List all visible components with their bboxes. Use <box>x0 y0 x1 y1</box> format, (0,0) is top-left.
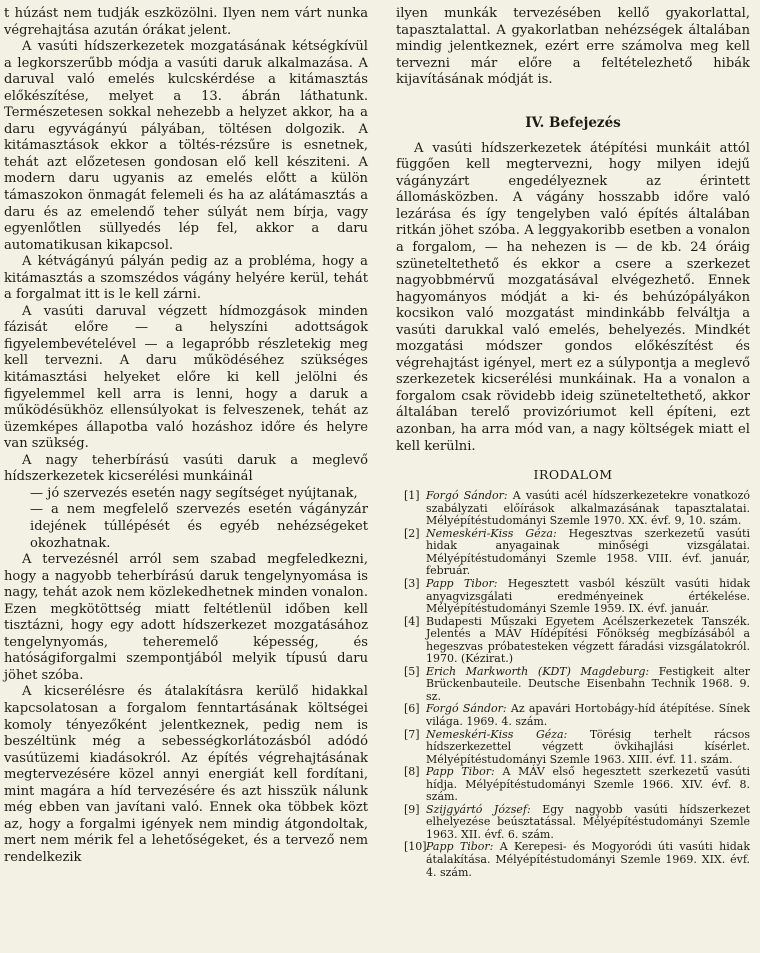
reference-text: A MÁV első hegesztett szerkezetű vasúti hídja. Mélyépítéstudományi Szemle 1966. XIV. évf. 8. szám. <box>426 765 750 804</box>
reference-item <box>396 703 750 728</box>
reference-author: Nemeskéri-Kiss Géza: <box>426 526 557 540</box>
right-column <box>396 6 750 879</box>
right-intro-paragraph: ilyen munkák tervezésében kellő gyakorlattal, tapasztalattal. A gyakorlatban nehézségek általában mindig jelentkeznek, ezért erre számolva meg kell tervezni már előre a feltételezhető hibák kijavításának módját is. <box>396 6 750 88</box>
reference-item <box>396 766 750 804</box>
conclusion-body <box>396 141 750 455</box>
section-heading: IV. Befejezés <box>525 114 621 131</box>
reference-text: Budapesti Műszaki Egyetem Acélszerkezetek Tanszék. Jelentés a MÁV Hídépítési Főnökség megbízásából a hegeszvas próbatesteken végzett fáradási vizsgálatokról. 1970. (Kézirat.) <box>426 614 750 666</box>
reference-item <box>396 616 750 666</box>
reference-item <box>396 578 750 616</box>
right-paragraph: A vasúti hídszerkezetek átépítési munkáit attól függően kell megtervezni, hogy milyen idejű vágányzárt engedélyeznek az érintett állomásközben. A vágány hosszabb időre való lezárása és így tengelyben való építés általában ritkán jöhet szóba. A leggyakoribb esetben a vonalon a forgalom, — ha nehezen is — de kb. 24 óráig szüneteltethető és ekkor a csere a szerkezet nagyobbmérvű mozgatásával elvégezhető. Ennek hagyományos módját a ki- és behúzópályákon kocsikon való mozgatást mindinkább felváltja a vasúti darukkal való emelés, behelyezés. Mindkét mozgatási módszer gondos előkészítést és végrehajtást igényel, mert ez a súlypontja a meglevő szerkezetek kicserélési munkáinak. Ha a vonalon a forgalom csak rövidebb ideig szüneteltethető, akkor általában terelő provizóriumot kell építeni, ezt azonban, ha arra mód van, a nagy költségek miatt el kell kerülni. <box>396 140 750 454</box>
reference-number: [3] <box>404 576 420 590</box>
reference-text: Egy nagyobb vasúti hídszerkezet elhelyezése beúsztatással. Mélyépítéstudományi Szemle 1963. XII. évf. 6. szám. <box>426 802 750 841</box>
reference-number: [9] <box>404 802 420 816</box>
left-paragraph: A vasúti daruval végzett hídmozgások minden fázisát előre — a helyszíni adottságok figyelembevételével — a legapróbb részletekig meg kell tervezni. A daru működéséhez szükséges kitámasztási helyeket előre ki kell jelölni és figyelemmel kell arra is lenni, hogy a daruk a működésükhöz ellensúlyokat is felveszenek, tehát az üzemképes állapotba való hozáshoz időre és helyre van szükség. <box>4 303 368 452</box>
left-paragraph: A kicserélésre és átalakításra kerülő hidakkal kapcsolatosan a forgalom fenntartásának költségei komoly tényezőként jelentkeznek, pedig nem is beszéltünk még a sebességkorlátozásból adódó vasútüzemi kiadásokról. Az építés végrehajtásának megtervezésére közel annyi energiát kell fordítani, mint magára a híd tervezésére és azt hisszük nálunk még ebben van javítani való. Ennek oka többek közt az, hogy a forgalmi igények nem mindig átgondoltak, mert nem mérik fel a lehetőségeket, és a tervező nem rendelkezik <box>4 684 368 865</box>
reference-number: [2] <box>404 526 420 540</box>
reference-author: Nemeskéri-Kiss Géza: <box>426 727 568 741</box>
reference-author: Forgó Sándor: <box>426 702 507 716</box>
left-column <box>0 6 368 866</box>
reference-item <box>396 841 750 879</box>
reference-text: A Kerepesi- és Mogyoródi úti vasúti hidak átalakítása. Mélyépítéstudományi Szemle 1969. XIX. évf. 4. szám. <box>426 840 750 879</box>
reference-text: Az apavári Hortobágy-híd átépítése. Sínek világa. 1969. 4. szám. <box>426 702 750 728</box>
reference-author: Papp Tibor: <box>426 765 495 779</box>
reference-author: Erich Markworth (KDT) Magdeburg: <box>426 664 650 678</box>
left-paragraph: t húzást nem tudják eszközölni. Ilyen nem várt nunka végrehajtása azután órákat jelent. <box>4 6 368 38</box>
reference-number: [10] <box>404 840 427 854</box>
reference-author: Forgó Sándor: <box>426 489 508 503</box>
reference-text: Festigkeit alter Brückenbauteile. Deutsche Eisenbahn Technik 1968. 9. sz. <box>426 664 750 703</box>
left-paragraph: A kétvágányú pályán pedig az a probléma, hogy a kitámasztás a szomszédos vágány helyére kerül, tehát a forgalmat itt is le kell zárni. <box>4 254 368 303</box>
reference-item <box>396 729 750 767</box>
reference-text: Hegesztett vasból készült vasúti hidak anyagvizsgálati eredményeinek értékelése. Mélyépítéstudományi Szemle 1959. IX. évf. január. <box>426 576 750 616</box>
reference-number: [6] <box>404 702 420 716</box>
reference-text: Törésig terhelt rácsos hídszerkezettel végzett övkihajlási kísérlet. Mélyépítéstudományi Szemle 1963. XIII. évf. 11. szám. <box>426 727 750 766</box>
reference-item <box>396 490 750 528</box>
left-paragraph: A vasúti hídszerkezetek mozgatásának kétségkívül a legkorszerűbb módja a vasúti daruk alkalmazása. A daruval való emelés kulcskérdése a kitámasztás előkészítése, melyet a 13. ábrán láthatunk. Természetesen sokkal nehezebb a helyzet akkor, ha a daru egyvágányú pályában, töltésen dolgozik. A kitámasztások ekkor a töltés-rézsűre is esnetnek, tehát azt előzetesen gondosan elő kell késziteni. A modern daru ugyanis az emelés előtt a külön támaszokon önmagát felemeli és ha az alátámasztás a daru és az emelendő teher súlyát nem bírja, vagy egyenlőtlen süllyedés lép fel, akkor a daru automatikusan kikapcsol. <box>4 39 368 253</box>
reference-author: Papp Tibor: <box>426 840 494 854</box>
reference-number: [8] <box>404 765 420 779</box>
reference-author: Szijgyártó József: <box>426 802 531 816</box>
reference-item <box>396 666 750 704</box>
reference-number: [5] <box>404 664 420 678</box>
reference-text: A vasúti acél hídszerkezetekre vonatkozó szabályzati előírások alkalmazásának tapasztalatai. Mélyépítéstudományi Szemle 1970. XX. évf. 9, 10. szám. <box>426 489 750 528</box>
left-paragraph: — jó szervezés esetén nagy segítséget nyújtanak, <box>30 485 358 501</box>
references-list <box>396 490 750 879</box>
left-paragraph: A nagy teherbírású vasúti daruk a meglevő hídszerkezetek kicserélési munkáinál <box>4 452 368 485</box>
reference-number: [1] <box>404 489 420 503</box>
reference-text: Hegesztvas szerkezetű vasúti hidak anyagainak minőségi vizsgálatai. Mélyépítéstudományi Szemle 1958. VIII. évf. január, február. <box>426 526 750 578</box>
reference-number: [7] <box>404 727 420 741</box>
reference-author: Papp Tibor: <box>426 576 498 590</box>
left-paragraph: A tervezésnél arról sem szabad megfeledkezni, hogy a nagyobb teherbírású daruk tengelynyomása is nagy, tehát azok nem közlekedhetnek minden vonalon. Ezen megkötöttség miatt feltétlenül időben kell tisztázni, hogy egy adott hídszerkezet mozgatásához tengelynyomás, teheremelő képesség, és hatóságiforgalmi szempontjából melyik típusú daru jöhet szóba. <box>4 552 368 683</box>
left-paragraph: — a nem megfelelő szervezés esetén vágányzár idejének túllépését és egyéb nehézségeket okozhatnak. <box>30 502 368 551</box>
reference-item <box>396 804 750 842</box>
references-heading: IRODALOM <box>533 467 613 483</box>
reference-item <box>396 528 750 578</box>
reference-number: [4] <box>404 614 420 628</box>
